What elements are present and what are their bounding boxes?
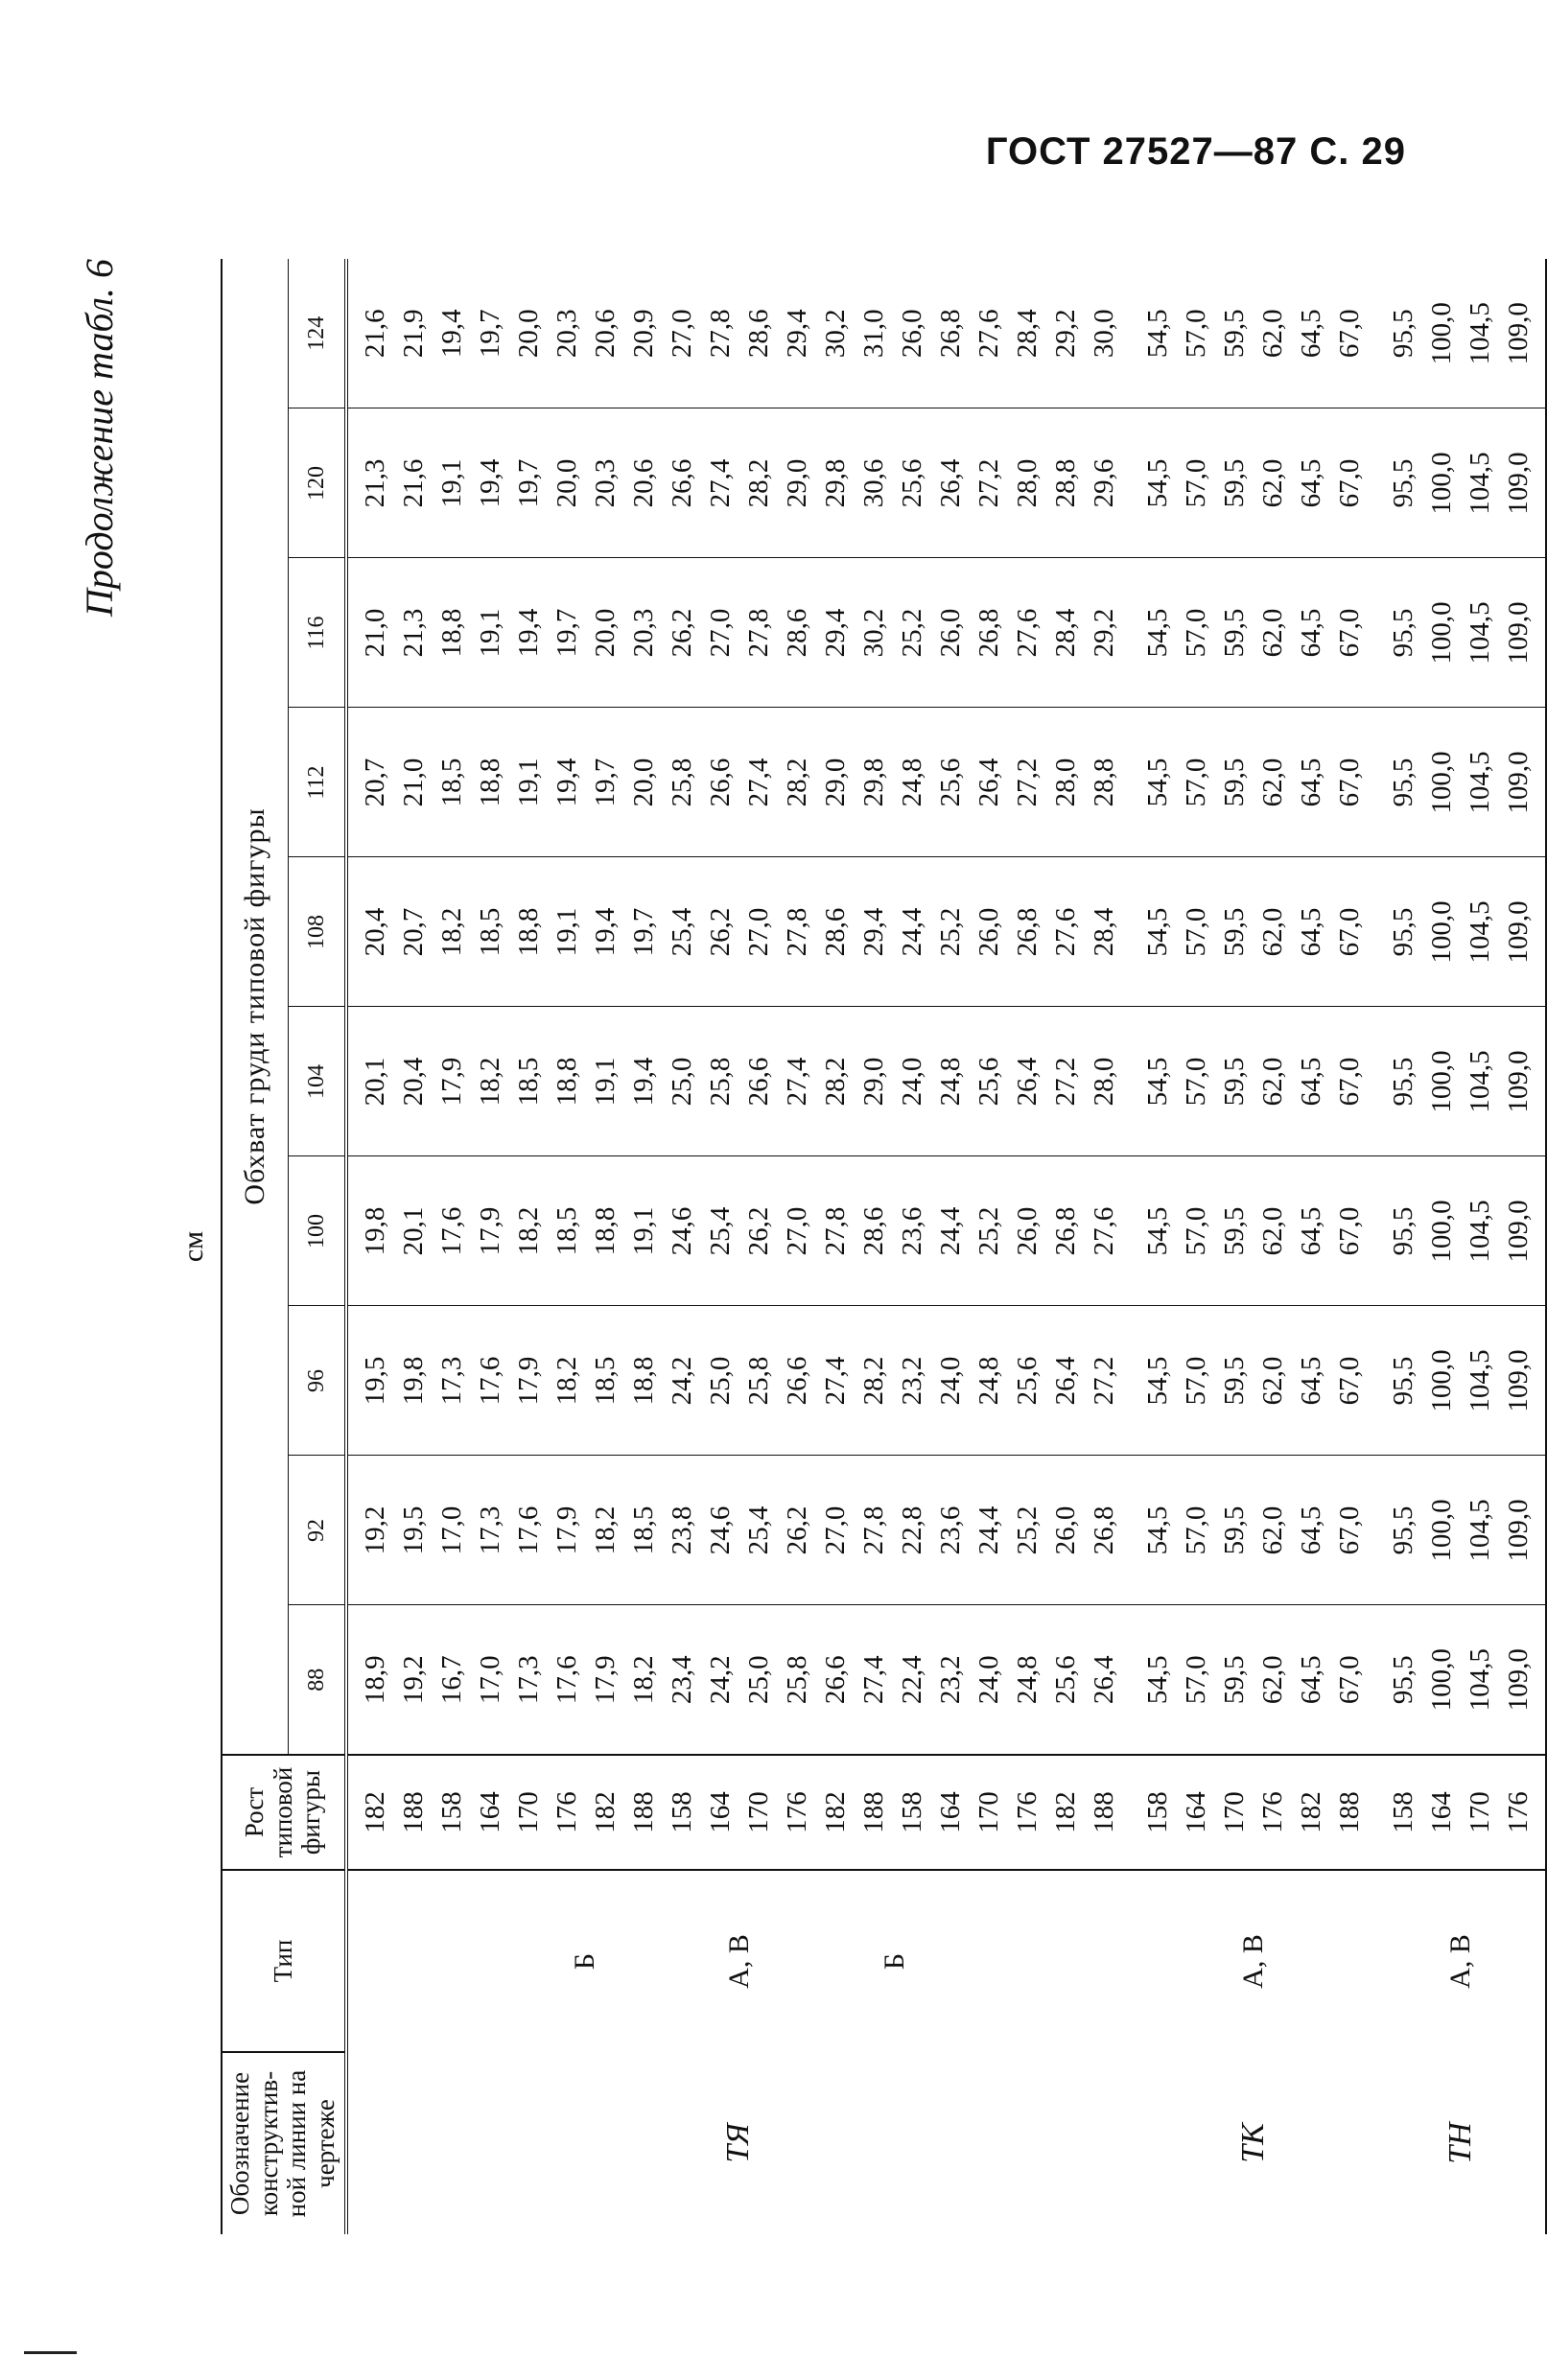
type-label: А, В [1444,1934,1477,1989]
girth-values-cell: 19,8 20,1 17,6 17,9 18,2 18,5 18,8 19,1 24,6 25,4 26,2 27,0 27,8 28,6 23,6 24,4 25,2 26,0 26,8 27,6 [346,1156,1131,1306]
girth-header: 120 [288,408,345,558]
girth-values-cell: 54,5 57,0 59,5 62,0 64,5 67,0 [1131,1156,1376,1306]
girth-values-cell: 95,5 100,0 104,5 109,0 [1376,708,1546,857]
girth-group-header: Обхват груди типовой фигуры [222,259,288,1755]
girth-values-cell: 19,5 19,8 17,3 17,6 17,9 18,2 18,5 18,8 24,2 25,0 25,8 26,6 27,4 28,2 23,2 24,0 24,8 25,6 26,4 27,2 [346,1306,1131,1456]
scan-edge-mark [24,2351,77,2354]
type-cell [346,1870,1131,2052]
girth-values-cell: 21,0 21,3 18,8 19,1 19,4 19,7 20,0 20,3 26,2 27,0 27,8 28,6 29,4 30,2 25,2 26,0 26,8 27,6 28,4 29,2 [346,558,1131,708]
type-cell [1376,1870,1546,2052]
girth-header: 116 [288,558,345,708]
rotated-table-block [77,259,1535,2234]
girth-header: 108 [288,857,345,1007]
girth-values-cell: 95,5 100,0 104,5 109,0 [1376,1007,1546,1156]
girth-values-cell: 20,1 20,4 17,9 18,2 18,5 18,8 19,1 19,4 25,0 25,8 26,6 27,4 28,2 29,0 24,0 24,8 25,6 26,4 27,2 28,0 [346,1007,1131,1156]
girth-values-cell: 54,5 57,0 59,5 62,0 64,5 67,0 [1131,857,1376,1007]
type-column-header: Тип [222,1870,346,2052]
designation-column-header: Обозначение конструктив-ной линии на чертеже [222,2052,346,2234]
girth-header: 104 [288,1007,345,1156]
girth-values-cell: 21,3 21,6 19,1 19,4 19,7 20,0 20,3 20,6 26,6 27,4 28,2 29,0 29,8 30,6 25,6 26,4 27,2 28,0 28,8 29,6 [346,408,1131,558]
girth-header: 96 [288,1306,345,1456]
unit-label: см [177,1230,209,1263]
type-label: А, В [1237,1934,1270,1989]
girth-values-cell: 54,5 57,0 59,5 62,0 64,5 67,0 [1131,708,1376,857]
group-row [346,259,1131,2234]
girth-values-cell: 21,6 21,9 19,4 19,7 20,0 20,3 20,6 20,9 27,0 27,8 28,6 29,4 30,2 31,0 26,0 26,8 27,6 28,4 29,2 30,0 [346,259,1131,408]
girth-values-cell: 54,5 57,0 59,5 62,0 64,5 67,0 [1131,259,1376,408]
girth-header: 92 [288,1456,345,1605]
size-table [221,259,1547,2234]
girth-values-cell: 18,9 19,2 16,7 17,0 17,3 17,6 17,9 18,2 23,4 24,2 25,0 25,8 26,6 27,4 22,4 23,2 24,0 24,8 25,6 26,4 [346,1605,1131,1755]
girth-header: 88 [288,1605,345,1755]
height-values-cell: 182 188 158 164 170 176 182 188 158 164 170 176 182 188 158 164 170 176 182 188 [346,1755,1131,1870]
type-label: Б [878,1952,910,1971]
girth-values-cell: 54,5 57,0 59,5 62,0 64,5 67,0 [1131,1605,1376,1755]
designation-cell: ТН [1376,2052,1546,2234]
type-cell [1131,1870,1376,2052]
table-continuation-label: Продолжение табл. 6 [78,259,121,618]
height-column-header: Рост типовой фигуры [222,1755,346,1870]
girth-values-cell: 95,5 100,0 104,5 109,0 [1376,1605,1546,1755]
girth-values-cell: 95,5 100,0 104,5 109,0 [1376,558,1546,708]
girth-values-cell: 54,5 57,0 59,5 62,0 64,5 67,0 [1131,558,1376,708]
page-header: ГОСТ 27527—87 С. 29 [985,130,1406,173]
girth-values-cell: 19,2 19,5 17,0 17,3 17,6 17,9 18,2 18,5 23,8 24,6 25,4 26,2 27,0 27,8 22,8 23,6 24,4 25,2 26,0 26,8 [346,1456,1131,1605]
type-label: Б [568,1952,600,1971]
height-values-cell: 158 164 170 176 182 188 [1131,1755,1376,1870]
girth-values-cell: 54,5 57,0 59,5 62,0 64,5 67,0 [1131,1007,1376,1156]
girth-values-cell: 20,7 21,0 18,5 18,8 19,1 19,4 19,7 20,0 25,8 26,6 27,4 28,2 29,0 29,8 24,8 25,6 26,4 27,2 28,0 28,8 [346,708,1131,857]
group-row [1376,259,1546,2234]
girth-values-cell: 95,5 100,0 104,5 109,0 [1376,408,1546,558]
girth-values-cell: 20,4 20,7 18,2 18,5 18,8 19,1 19,4 19,7 25,4 26,2 27,0 27,8 28,6 29,4 24,4 25,2 26,0 26,8 27,6 28,4 [346,857,1131,1007]
girth-values-cell: 54,5 57,0 59,5 62,0 64,5 67,0 [1131,1456,1376,1605]
girth-values-cell: 95,5 100,0 104,5 109,0 [1376,1306,1546,1456]
girth-values-cell: 95,5 100,0 104,5 109,0 [1376,1456,1546,1605]
height-values-cell: 158 164 170 176 [1376,1755,1546,1870]
girth-header: 112 [288,708,345,857]
header-row [222,259,288,2234]
girth-header: 100 [288,1156,345,1306]
designation-cell: ТЯ [346,2052,1131,2234]
girth-values-cell: 95,5 100,0 104,5 109,0 [1376,857,1546,1007]
girth-values-cell: 95,5 100,0 104,5 109,0 [1376,259,1546,408]
girth-values-cell: 54,5 57,0 59,5 62,0 64,5 67,0 [1131,408,1376,558]
designation-cell: ТК [1234,2123,1271,2163]
type-label: А, В [723,1934,756,1989]
girth-header: 124 [288,259,345,408]
girth-values-cell: 54,5 57,0 59,5 62,0 64,5 67,0 [1131,1306,1376,1456]
table-body [346,259,1546,2234]
girth-values-cell: 95,5 100,0 104,5 109,0 [1376,1156,1546,1306]
group-row [1131,259,1376,2234]
